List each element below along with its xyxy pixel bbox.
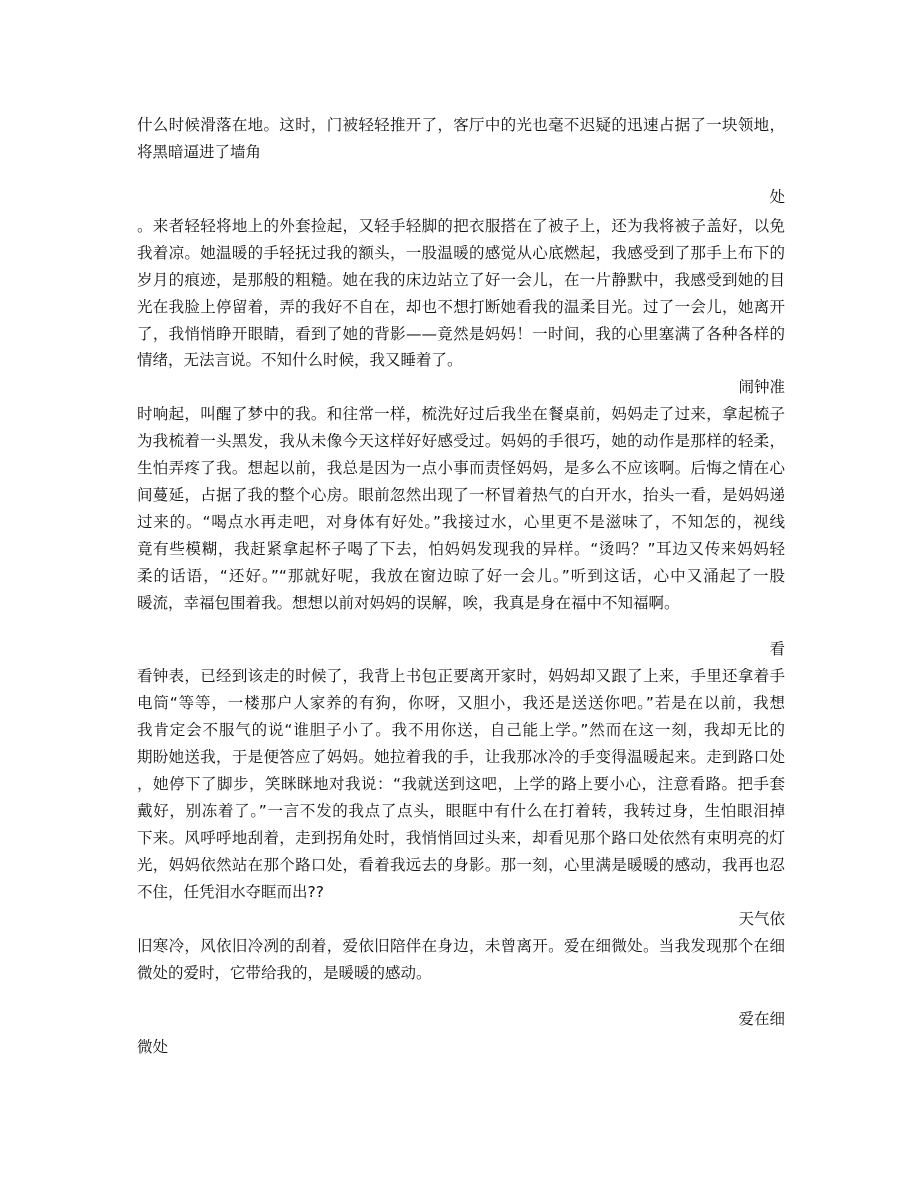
text-line: 暖流，幸福包围着我。想想以前对妈妈的误解，唉，我真是身在福中不知福啊。 — [137, 594, 680, 612]
text-line: 电筒“等等，一楼那户人家养的有狗，你呀，又胆小，我还是送送你吧。”若是在以前，我想 — [137, 694, 785, 712]
text-line: 岁月的痕迹，是那般的粗糙。她在我的床边站立了好一会儿，在一片静默中，我感受到她的目 — [137, 271, 785, 289]
text-line: 微处的爱时，它带给我的，是暖暖的感动。 — [137, 964, 432, 982]
text-line: 看 — [769, 640, 785, 658]
text-line: 生怕弄疼了我。想起以前，我总是因为一点小事而责怪妈妈，是多么不应该啊。后悔之情在心 — [137, 459, 785, 477]
text-line: 我着凉。她温暖的手轻抚过我的额头，一股温暖的感觉从心底燃起，我感受到了那手上布下的 — [137, 244, 785, 262]
text-line: 什么时候滑落在地。这时，门被轻轻推开了，客厅中的光也毫不迟疑的迅速占据了一块领地， — [137, 116, 785, 134]
text-line: 光，妈妈依然站在那个路口处，看着我远去的身影。那一刻，心里满是暖暖的感动，我再也忍 — [137, 856, 785, 874]
text-line: ，她停下了脚步，笑眯眯地对我说：“我就送到这吧，上学的路上要小心，注意看路。把手套 — [137, 775, 785, 793]
text-line: 将黑暗逼进了墙角 — [137, 143, 262, 161]
text-line: 不住，任凭泪水夺眶而出?? — [137, 883, 324, 901]
text-line: 看钟表，已经到该走的时候了，我背上书包正要离开家时，妈妈却又跟了上来，手里还拿着手 — [137, 667, 785, 685]
text-line: 时响起，叫醒了梦中的我。和往常一样，梳洗好过后我坐在餐桌前，妈妈走了过来，拿起梳子 — [137, 405, 785, 423]
text-line: 处 — [769, 188, 785, 206]
text-line: 情绪，无法言说。不知什么时候，我又睡着了。 — [137, 351, 463, 369]
text-line: 闹钟准 — [738, 378, 785, 396]
text-line: 光在我脸上停留着，弄的我好不自在，却也不想打断她看我的温柔目光。过了一会儿，她离开 — [137, 298, 785, 316]
text-line: 我肯定会不服气的说“谁胆子小了。我不用你送，自己能上学。”然而在这一刻，我却无比的 — [137, 721, 785, 739]
text-line: 为我梳着一头黑发，我从未像今天这样好好感受过。妈妈的手很巧，她的动作是那样的轻柔， — [137, 432, 785, 450]
text-line: 旧寒冷，风依旧冷冽的刮着，爱依旧陪伴在身边，未曾离开。爱在细微处。当我发现那个在细 — [137, 937, 785, 955]
text-line: 天气依 — [738, 910, 785, 928]
text-line: 柔的话语，“还好。”“那就好呢，我放在窗边晾了好一会儿。”听到这话，心中又涌起了一股 — [137, 567, 785, 585]
text-line: 微处 — [137, 1038, 169, 1056]
text-line: 竟有些模糊，我赶紧拿起杯子喝了下去，怕妈妈发现我的异样。“烫吗？”耳边又传来妈妈轻 — [137, 540, 785, 558]
text-line: 过来的。“喝点水再走吧，对身体有好处。”我接过水，心里更不是滋味了，不知怎的，视线 — [137, 513, 785, 531]
text-line: 戴好，别冻着了。”一言不发的我点了点头，眼眶中有什么在打着转，我转过身，生怕眼泪掉 — [137, 802, 785, 820]
text-line: 期盼她送我，于是便答应了妈妈。她拉着我的手，让我那冰冷的手变得温暖起来。走到路口处 — [137, 748, 785, 766]
text-line: 了，我悄悄睁开眼睛，看到了她的背影——竟然是妈妈！一时间，我的心里塞满了各种各样的 — [137, 325, 785, 343]
text-line: 下来。风呼呼地刮着，走到拐角处时，我悄悄回过头来，却看见那个路口处依然有束明亮的灯 — [137, 829, 785, 847]
text-line: 爱在细 — [738, 1010, 785, 1028]
text-line: 。来者轻轻将地上的外套捡起，又轻手轻脚的把衣服搭在了被子上，还为我将被子盖好，以免 — [137, 217, 785, 235]
text-line: 间蔓延，占据了我的整个心房。眼前忽然出现了一杯冒着热气的白开水，抬头一看，是妈妈递 — [137, 486, 785, 504]
